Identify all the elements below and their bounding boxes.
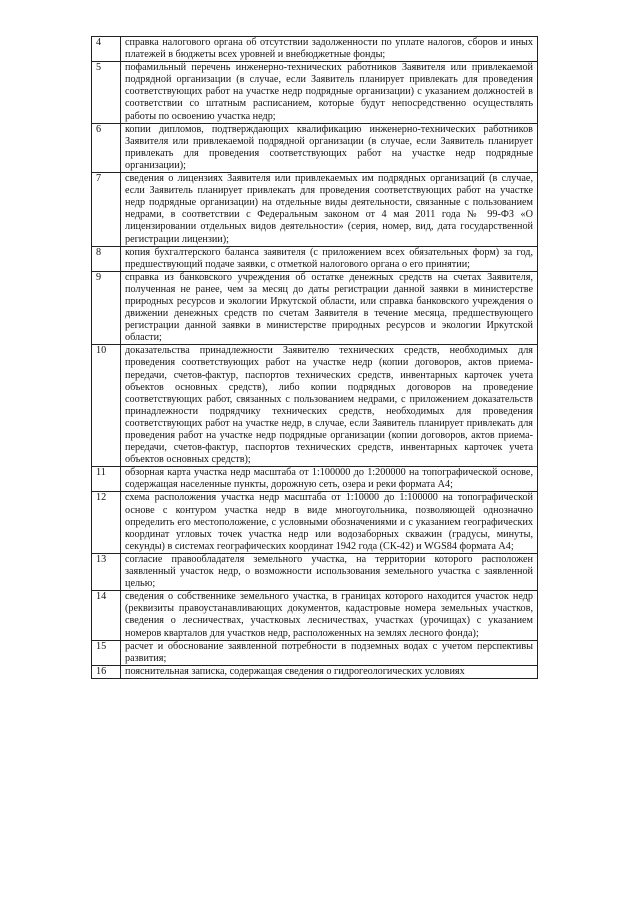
- row-text: копия бухгалтерского баланса заявителя (с приложением всех обязательных форм) за год, предшествующий подаче заявки, с отметкой налогового органа о его принятии;: [121, 246, 538, 271]
- table-row: [92, 123, 538, 172]
- row-text: согласие правообладателя земельного участка, на территории которого расположен заявленный участок недр, о возможности использования земельного участка с заявленной целью;: [121, 553, 538, 590]
- row-number: 13: [92, 553, 121, 590]
- row-number: 5: [92, 62, 121, 123]
- table-row: [92, 640, 538, 665]
- table-row: [92, 37, 538, 62]
- row-number: 9: [92, 271, 121, 345]
- row-text: расчет и обоснование заявленной потребности в подземных водах с учетом перспективы развития;: [121, 640, 538, 665]
- row-text: сведения о собственнике земельного участка, в границах которого находится участок недр (реквизиты правоустанавливающих документов, кадастровые номера земельных участков, сведения о лесничествах, участковых лесничествах, участках (урочищах) с указанием номеров кварталов для участков недр, расположенных на землях лесного фонда);: [121, 591, 538, 640]
- row-text: обзорная карта участка недр масштаба от 1:100000 до 1:200000 на топографической основе, содержащая населенные пункты, дорожную сеть, озера и реки формата А4;: [121, 467, 538, 492]
- row-text: пофамильный перечень инженерно-технических работников Заявителя или привлекаемой подрядной организации (в случае, если Заявитель планирует привлекать для проведения соответствующих работ на участке недр подрядные организации) с указанием должностей в соответствии со штатным расписанием, которые будут непосредственно осуществлять работы по освоению участка недр;: [121, 62, 538, 123]
- table-row: [92, 553, 538, 590]
- row-text: пояснительная записка, содержащая сведения о гидрогеологических условиях: [121, 665, 538, 678]
- row-number: 10: [92, 345, 121, 467]
- row-number: 11: [92, 467, 121, 492]
- row-text: схема расположения участка недр масштаба от 1:10000 до 1:100000 на топографической основе с контуром участка недр в виде многоугольника, позволяющей однозначно определить его местоположение, с условными обозначениями и с указанием географических координат угловых точек участка недр или водозаборных скважин (градусы, минуты, секунды) в системах географических координат 1942 года (СК-42) и WGS84 формата А4;: [121, 492, 538, 553]
- table-row: [92, 591, 538, 640]
- row-number: 15: [92, 640, 121, 665]
- table-row: [92, 665, 538, 678]
- table-row: [92, 345, 538, 467]
- table-row: [92, 246, 538, 271]
- row-number: 6: [92, 123, 121, 172]
- row-number: 8: [92, 246, 121, 271]
- row-number: 16: [92, 665, 121, 678]
- table-body: [92, 37, 538, 679]
- row-number: 4: [92, 37, 121, 62]
- row-number: 14: [92, 591, 121, 640]
- row-number: 12: [92, 492, 121, 553]
- table-row: [92, 173, 538, 247]
- row-number: 7: [92, 173, 121, 247]
- row-text: справка налогового органа об отсутствии задолженности по уплате налогов, сборов и иных платежей в бюджеты всех уровней и внебюджетные фонды;: [121, 37, 538, 62]
- document-table: [91, 36, 538, 679]
- row-text: доказательства принадлежности Заявителю технических средств, необходимых для проведения соответствующих работ на участке недр (копии договоров, актов приема-передачи, счетов-фактур, паспортов технических средств, инвентарных карточек учета объектов основных средств), либо копии подрядных договоров на проведение соответствующих работ, связанных с пользованием недрами, с приложением доказательств принадлежности подрядчику технических средств, необходимых для проведения соответствующих работ на участке недр, в случае, если Заявитель планирует привлекать для проведения работ на участке недр подрядные организации (копии договоров, актов приема-передачи, счетов-фактур, паспортов технических средств, инвентарных карточек учета объектов основных средств);: [121, 345, 538, 467]
- row-text: справка из банковского учреждения об остатке денежных средств на счетах Заявителя, полученная не ранее, чем за месяц до даты регистрации данной заявки в министерстве природных ресурсов и экологии Иркутской области, или справка банковского учреждения о движении денежных средств по счетам Заявителя в течение месяца, предшествующего регистрации данной заявки в министерстве природных ресурсов и экологии Иркутской области;: [121, 271, 538, 345]
- table-row: [92, 467, 538, 492]
- table-row: [92, 271, 538, 345]
- table-row: [92, 492, 538, 553]
- row-text: сведения о лицензиях Заявителя или привлекаемых им подрядных организаций (в случае, если Заявитель планирует привлекать для проведения соответствующих работ на участке недр подрядные организации) на отдельные виды деятельности, связанные с пользованием недрами, в соответствии с Федеральным законом от 4 мая 2011 года № 99-ФЗ «О лицензировании отдельных видов деятельности» (серия, номер, вид, дата государственной регистрации лицензии);: [121, 173, 538, 247]
- row-text: копии дипломов, подтверждающих квалификацию инженерно-технических работников Заявителя или привлекаемой подрядной организации (в случае, если Заявитель планирует привлекать для проведения соответствующих работ на участке недр подрядные организации);: [121, 123, 538, 172]
- table-row: [92, 62, 538, 123]
